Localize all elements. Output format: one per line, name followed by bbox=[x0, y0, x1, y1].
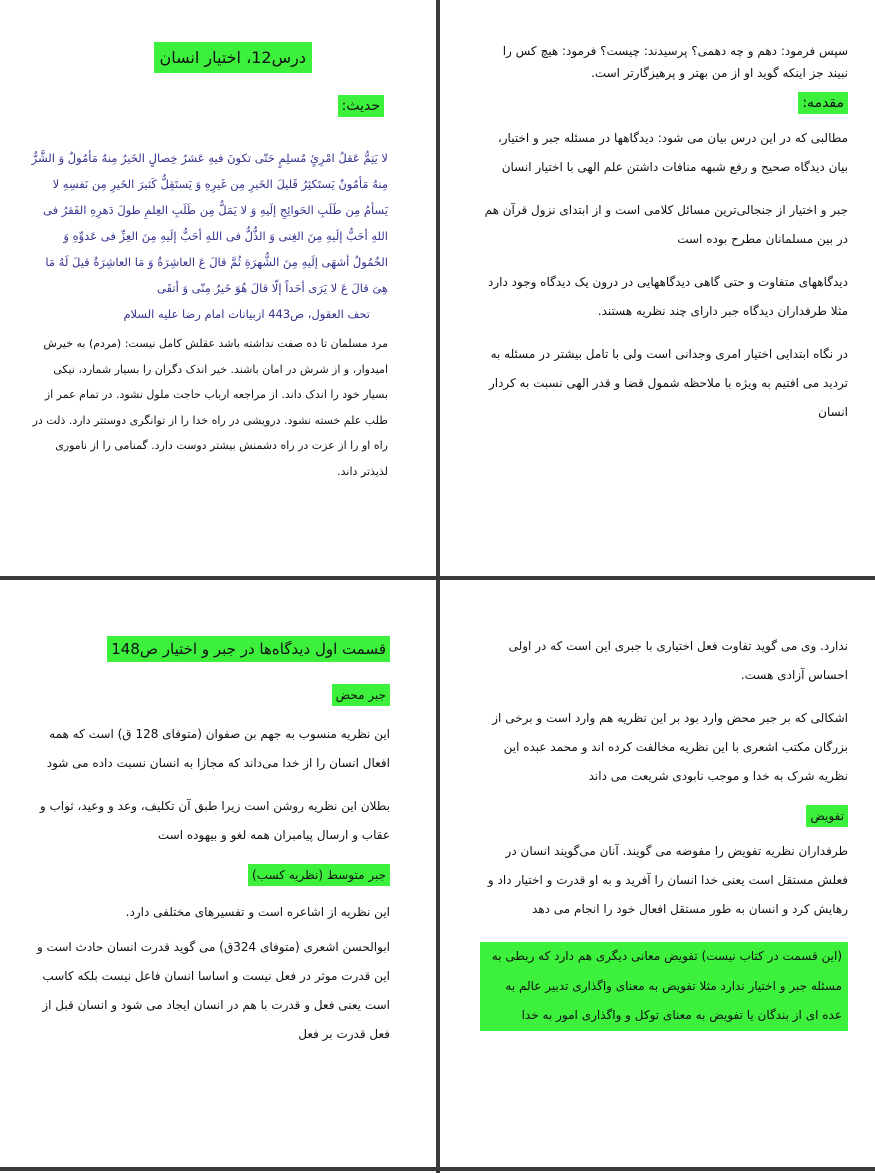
section-title-row bbox=[28, 636, 390, 662]
lesson-title: درس12، اختیار انسان bbox=[154, 42, 312, 73]
introduction-heading: مقدمه: bbox=[798, 92, 848, 114]
moderate-determinism-heading: جبر متوسط (نظریه کسب) bbox=[248, 864, 390, 886]
delegation-heading-row bbox=[480, 805, 848, 827]
intro-paragraph-3: دیدگاههای متفاوت و حتی گاهی دیدگاههایی در درون یک دیدگاه وجود دارد مثلا طرفداران دیدگاه جبر دارای چند نظریه هستند. bbox=[487, 275, 848, 318]
page-bottom-left bbox=[28, 620, 390, 1160]
pure-determinism-paragraph-2: بطلان این نظریه روشن است زیرا طبق آن تکلیف، وعد و وعید، ثواب و عقاب و ارسال پیامبران همه لغو و بیهوده است bbox=[39, 799, 390, 842]
horizontal-page-divider bbox=[0, 576, 875, 580]
intro-text: سپس فرمود: دهم و چه دهمی؟ پرسیدند: چیست؟ فرمود: هیچ کس را نبیند جز اینکه گوید او از من بهتر و پرهیزگارتر است. bbox=[502, 44, 848, 80]
hadith-translation: مرد مسلمان تا ده صفت نداشته باشد عقلش کامل نیست: (مردم) به خیرش امیدوار، و از شرش در امان باشند. خیر اندک دگران را بسیار شمارد، نیکی بسیار خود را اندک داند. از مراجعه ارباب حاجت ملول نشود. در تمام عمر از طلب علم خسته نشود. درویشی در راه خدا را از توانگری دوستتر دارد. ذلت در راه او را از عزت در راه دشمنش بیشتر دوست دارد. گمنامی را از ناموری لذیذتر داند. bbox=[32, 337, 388, 478]
moderate-determinism-paragraph-1: این نظریه از اشاعره است و تفسیرهای مختلفی دارد. bbox=[125, 905, 390, 919]
pure-determinism-paragraph-1: این نظریه منسوب به جهم بن صفوان (متوفای 128 ق) است که همه افعال انسان را از خدا می‌داند که مجازا به انسان نسبت داده می شود bbox=[46, 727, 390, 770]
page-top-right bbox=[480, 30, 848, 570]
delegation-heading: تفویض bbox=[806, 805, 848, 827]
continuation-paragraph: ندارد. وی می گوید تفاوت فعل اختیاری با جبری این است که در اولی احساس آزادی هست. bbox=[508, 639, 848, 682]
moderate-determinism-paragraph-2: ابوالحسن اشعری (متوفای 324ق) می گوید قدرت انسان حادث است و این قدرت موثر در فعل نیست و اساسا انسان فاعل نیست بلکه کاسب است یعنی فعل و قدرت با هم در انسان ایجاد می شود و انسان قبل از فعل قدرت بر فعل bbox=[36, 940, 390, 1041]
highlighted-note: (این قسمت در کتاب نیست) تفویض معانی دیگری هم دارد که ربطی به مسئله جبر و اختیار ندارد مثلا تفویض به معنای واگذاری تدبیر عالم به عده ای از بندگان یا تفویض به معنای توکل و واگذاری امور به خدا bbox=[480, 942, 848, 1031]
intro-heading-row bbox=[480, 92, 848, 114]
pure-determinism-heading-row bbox=[28, 684, 390, 706]
intro-paragraph-4: در نگاه ابتدایی اختیار امری وجدانی است ولی با تامل بیشتر در مسئله به تردید می افتیم به ویژه با ملاحظه شمول قضا و قدر الهی نسبت به کردار انسان bbox=[488, 347, 848, 419]
moderate-determinism-heading-row bbox=[28, 864, 390, 886]
hadith-arabic-text: لا یَتِمُّ عَقلُ امْرِئٍ مُسلِمٍ حَتّی تکونَ فیهِ عَشرُ خِصالٍ الخَیرُ مِنهُ مَأمُولٌ وَ الشَّرُّ مِنهُ مَأمُونٌ یَستَکثِرُ قَلیلَ الخَیرِ مِن غَیرِهِ وَ یَستَقِلُّ کَثیرَ الخَیرِ مِن نَفسِهِ لا یَسأمُ مِن طَلَبِ الحَوائِجِ إلَیهِ وَ لا یَمَلُّ مِن طَلَبِ العِلمِ طولَ دَهرِهِ الفَقرُ فی اللهِ أحَبُّ إلَیهِ مِنَ الغِنی وَ الذُّلُّ فی اللهِ أحَبُّ إلَیهِ مِنَ العِزِّ فی عَدوِّهِ وَ الخُمُولُ أشهَی إلَیهِ مِنَ الشُّهرَةِ ثُمَّ قالَ عَ العاشِرَةُ وَ مَا العاشِرَةُ قیلَ لَهُ مَا هِیَ قالَ عَ لا یَرَی أحَداً إلّا قالَ هُوَ خَیرٌ مِنّی وَ أتقَی bbox=[31, 151, 388, 295]
intro-paragraph-1: مطالبی که در این درس بیان می شود: دیدگاهها در مسئله جبر و اختیار، بیان دیدگاه صحیح و رفع شبهه منافات داشتن علم الهی با اختیار انسان bbox=[497, 131, 848, 174]
section-title: قسمت اول دیدگاه‌ها در جبر و اختیار ص148 bbox=[107, 636, 390, 662]
hadith-heading-row bbox=[28, 95, 384, 131]
hadith-source: تحف العقول، ص443 ازبیانات امام رضا علیه السلام bbox=[123, 307, 370, 321]
vertical-page-divider bbox=[436, 0, 440, 1173]
bottom-page-divider bbox=[0, 1167, 875, 1171]
intro-paragraph-2: جبر و اختیار از جنجالی‌ترین مسائل کلامی است و از ابتدای نزول قرآن هم در بین مسلمانان مطرح بوده است bbox=[484, 203, 848, 246]
lesson-title-row bbox=[28, 30, 388, 95]
objection-paragraph: اشکالی که بر جبر محض وارد بود بر این نظریه هم وارد است و برخی از بزرگان مکتب اشعری با این نظریه مخالفت کرده اند و محمد عبده این نظریه شرک به خدا و موجب نابودی شریعت می داند bbox=[492, 711, 848, 783]
hadith-heading: حدیث: bbox=[338, 95, 384, 117]
page-top-left bbox=[28, 30, 388, 570]
pure-determinism-heading: جبر محض bbox=[332, 684, 390, 706]
delegation-paragraph: طرفداران نظریه تفویض را مفوضه می گویند. آنان می‌گویند انسان در فعلش مستقل است یعنی خدا انسان را آفرید و به او قدرت و اختیار داد و رهایش کرد و انسان به طور مستقل افعال خود را انجام می دهد bbox=[487, 844, 848, 916]
page-bottom-right bbox=[480, 620, 848, 1160]
